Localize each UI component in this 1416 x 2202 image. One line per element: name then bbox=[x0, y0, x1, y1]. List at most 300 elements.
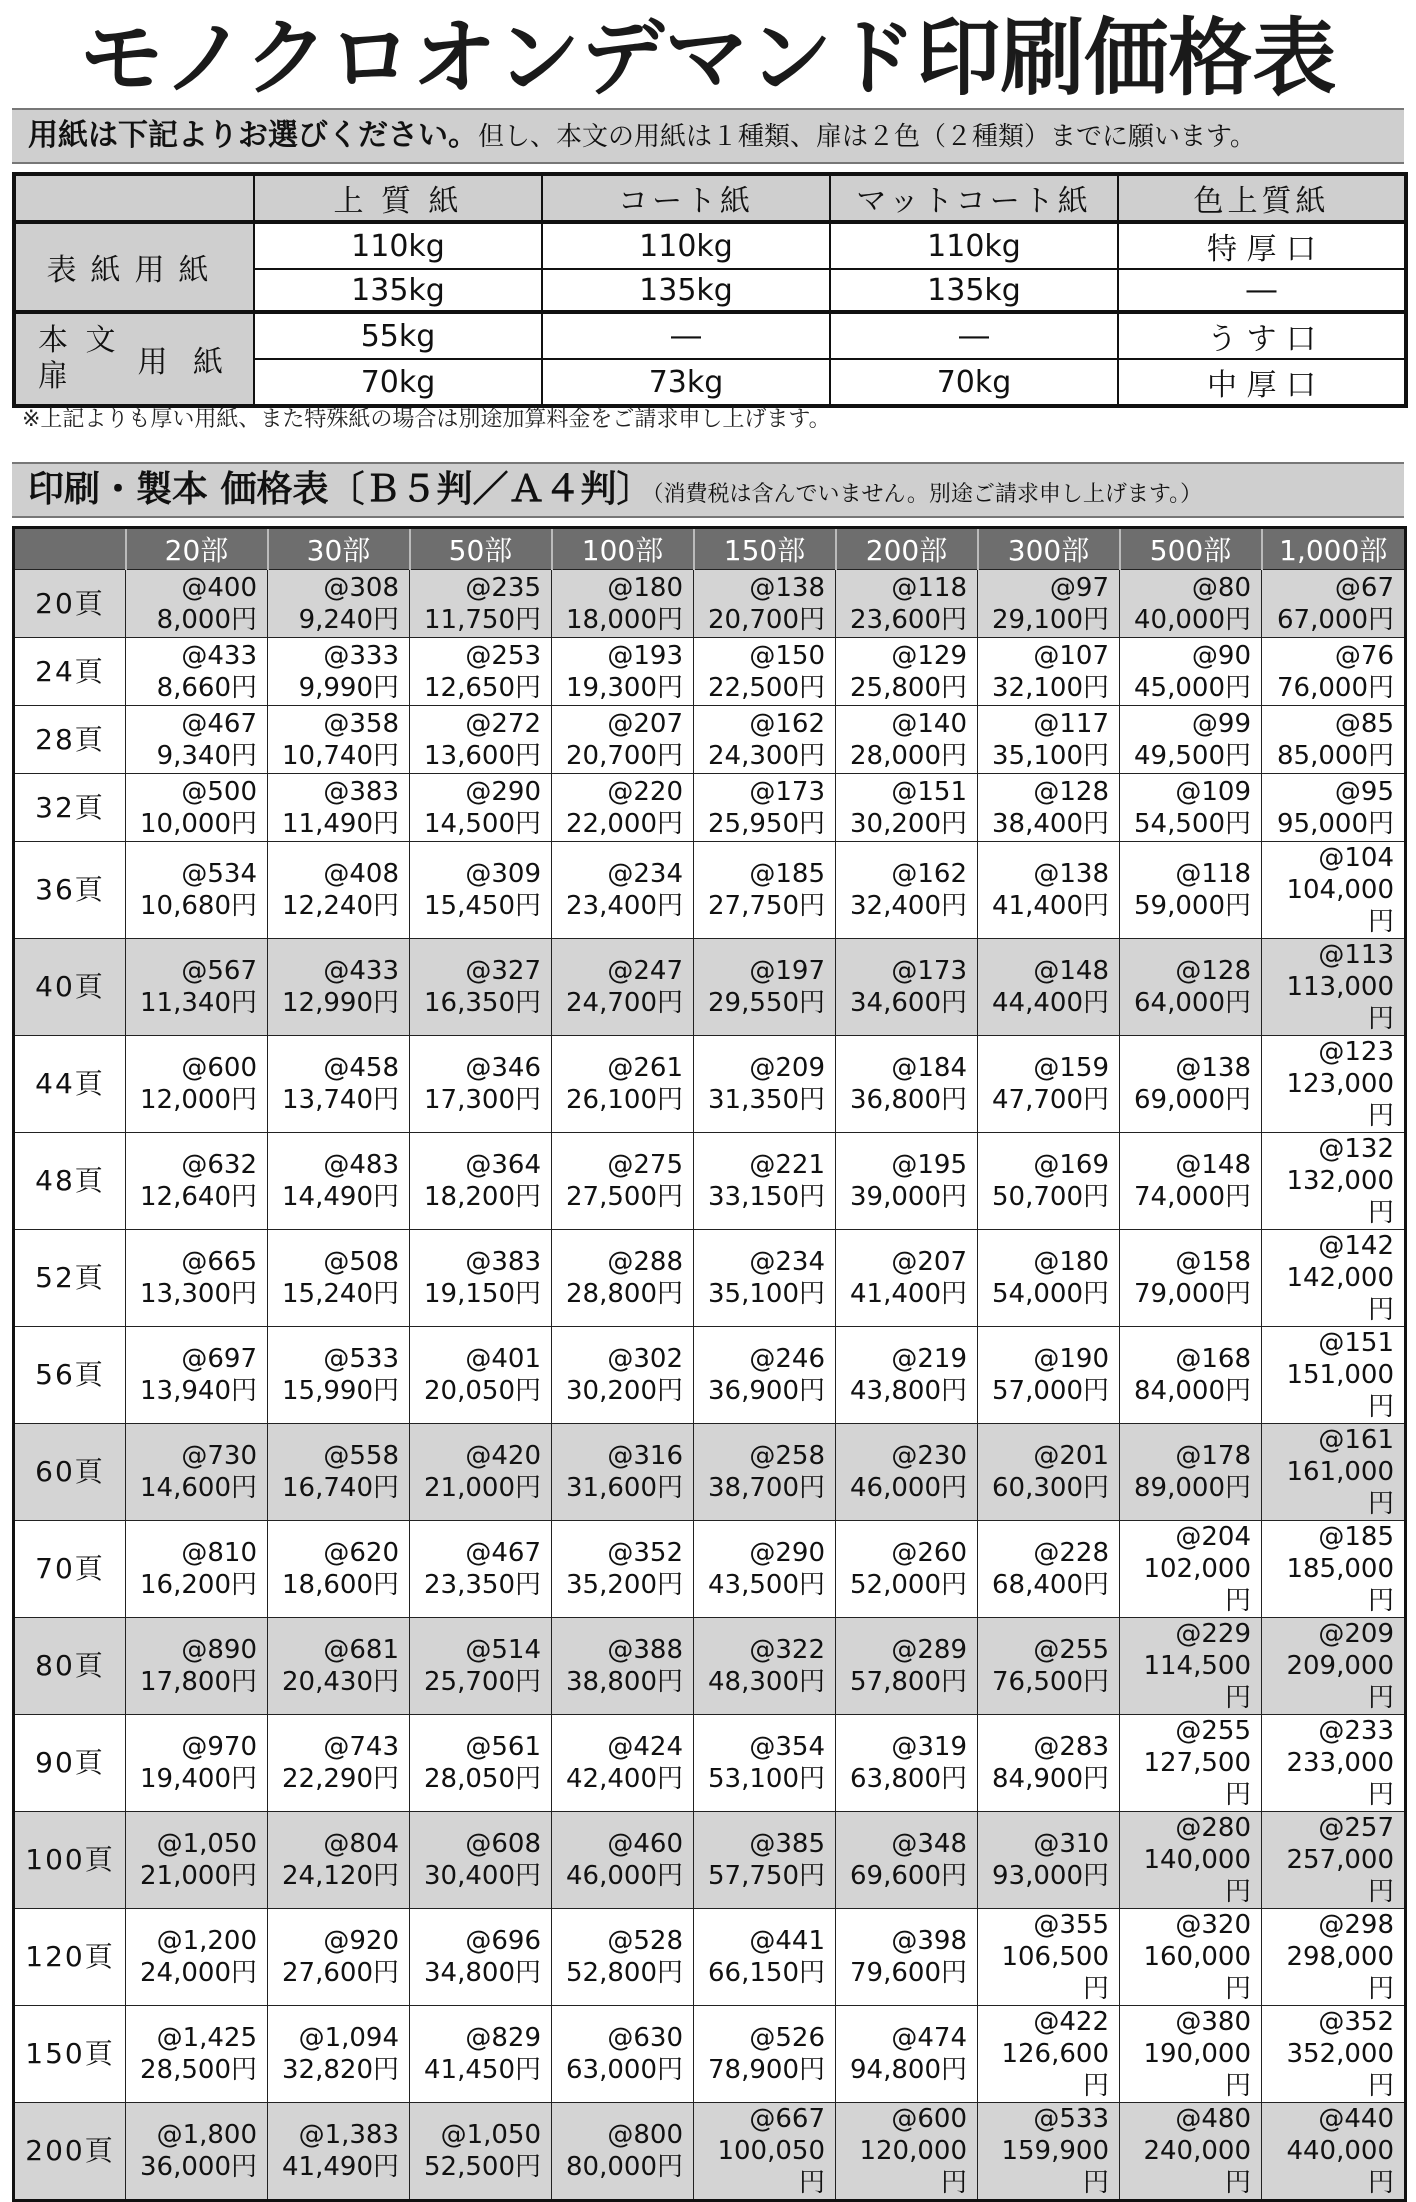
unit-price: @383 bbox=[323, 776, 399, 807]
price-cell bbox=[694, 1036, 836, 1133]
total-price: 80,000円 bbox=[566, 2152, 683, 2182]
paper-cell: 110kg bbox=[254, 222, 542, 269]
body-label-honbun: 本 文 bbox=[37, 323, 120, 358]
price-cell bbox=[268, 570, 410, 638]
price-cell bbox=[836, 706, 978, 774]
unit-price: @283 bbox=[1033, 1732, 1109, 1762]
price-cell bbox=[126, 1133, 268, 1230]
total-price: 67,000円 bbox=[1277, 604, 1394, 635]
unit-price: @275 bbox=[607, 1150, 683, 1180]
unit-price: @90 bbox=[1191, 640, 1251, 671]
unit-price: @173 bbox=[891, 956, 967, 986]
price-cell bbox=[268, 1424, 410, 1521]
total-price: 39,000円 bbox=[850, 1182, 967, 1212]
unit-price: @97 bbox=[1049, 572, 1109, 603]
unit-price: @460 bbox=[607, 1829, 683, 1859]
unit-price: @600 bbox=[181, 1053, 257, 1083]
total-price: 27,500円 bbox=[566, 1182, 683, 1212]
total-price: 23,600円 bbox=[850, 604, 967, 635]
paper-cell: ― bbox=[830, 312, 1118, 359]
unit-price: @148 bbox=[1175, 1150, 1251, 1180]
price-cell bbox=[978, 638, 1120, 706]
total-price: 52,500円 bbox=[424, 2152, 541, 2182]
total-price: 43,500円 bbox=[708, 1570, 825, 1600]
price-cell bbox=[552, 1521, 694, 1618]
price-cell bbox=[410, 2006, 552, 2103]
total-price: 42,400円 bbox=[566, 1764, 683, 1794]
unit-price: @95 bbox=[1334, 776, 1394, 807]
price-cell bbox=[694, 939, 836, 1036]
total-price: 44,400円 bbox=[992, 988, 1109, 1018]
unit-price: @168 bbox=[1175, 1344, 1251, 1374]
total-price: 12,650円 bbox=[424, 672, 541, 703]
unit-price: @630 bbox=[607, 2023, 683, 2053]
unit-price: @255 bbox=[1175, 1716, 1251, 1746]
unit-price: @310 bbox=[1033, 1829, 1109, 1859]
total-price: 36,900円 bbox=[708, 1376, 825, 1406]
total-price: 35,200円 bbox=[566, 1570, 683, 1600]
total-price: 10,740円 bbox=[282, 740, 399, 771]
page-count-label: 70頁 bbox=[14, 1521, 126, 1618]
unit-price: @190 bbox=[1033, 1344, 1109, 1374]
unit-price: @290 bbox=[749, 1538, 825, 1568]
unit-price: @970 bbox=[181, 1732, 257, 1762]
price-cell bbox=[694, 1424, 836, 1521]
price-cell bbox=[1262, 706, 1406, 774]
total-price: 30,200円 bbox=[850, 808, 967, 839]
unit-price: @159 bbox=[1033, 1053, 1109, 1083]
total-price: 35,100円 bbox=[708, 1279, 825, 1309]
total-price: 22,000円 bbox=[566, 808, 683, 839]
paper-banner-rest: 但し、本文の用紙は１種類、扉は２色（２種類）までに願います。 bbox=[478, 122, 1256, 152]
table-row bbox=[14, 1909, 1406, 2006]
unit-price: @352 bbox=[607, 1538, 683, 1568]
price-cell bbox=[268, 638, 410, 706]
price-cell bbox=[268, 1327, 410, 1424]
price-cell bbox=[978, 1909, 1120, 2006]
price-cell bbox=[836, 1424, 978, 1521]
unit-price: @480 bbox=[1175, 2104, 1251, 2134]
total-price: 14,500円 bbox=[424, 808, 541, 839]
price-table-body bbox=[14, 570, 1406, 2201]
price-cell bbox=[552, 1424, 694, 1521]
price-cell bbox=[410, 1521, 552, 1618]
total-price: 69,600円 bbox=[850, 1861, 967, 1891]
unit-price: @500 bbox=[181, 776, 257, 807]
price-cell bbox=[978, 1715, 1120, 1812]
total-price: 85,000円 bbox=[1277, 740, 1394, 771]
paper-cell: 70kg bbox=[254, 359, 542, 406]
unit-price: @667 bbox=[749, 2104, 825, 2134]
unit-price: @142 bbox=[1318, 1231, 1394, 1261]
unit-price: @117 bbox=[1033, 708, 1109, 739]
price-cell bbox=[126, 1230, 268, 1327]
price-cell bbox=[126, 570, 268, 638]
unit-price: @234 bbox=[607, 859, 683, 889]
copies-header: 20部 bbox=[126, 528, 268, 570]
price-cell bbox=[836, 939, 978, 1036]
price-cell bbox=[552, 1327, 694, 1424]
price-cell bbox=[836, 1618, 978, 1715]
total-price: 114,500円 bbox=[1143, 1651, 1251, 1713]
table-row bbox=[14, 1424, 1406, 1521]
total-price: 9,340円 bbox=[156, 740, 257, 771]
unit-price: @800 bbox=[607, 2120, 683, 2150]
price-cell bbox=[836, 1812, 978, 1909]
total-price: 100,050円 bbox=[717, 2136, 825, 2198]
total-price: 29,100円 bbox=[992, 604, 1109, 635]
unit-price: @253 bbox=[465, 640, 541, 671]
total-price: 14,490円 bbox=[282, 1182, 399, 1212]
price-cell bbox=[552, 1909, 694, 2006]
total-price: 45,000円 bbox=[1134, 672, 1251, 703]
price-cell bbox=[1120, 774, 1262, 842]
price-cell bbox=[694, 1133, 836, 1230]
unit-price: @107 bbox=[1033, 640, 1109, 671]
total-price: 84,900円 bbox=[992, 1764, 1109, 1794]
unit-price: @169 bbox=[1033, 1150, 1109, 1180]
price-cell bbox=[978, 1521, 1120, 1618]
total-price: 19,300円 bbox=[566, 672, 683, 703]
unit-price: @290 bbox=[465, 776, 541, 807]
unit-price: @132 bbox=[1318, 1134, 1394, 1164]
total-price: 60,300円 bbox=[992, 1473, 1109, 1503]
price-cell bbox=[836, 842, 978, 939]
unit-price: @123 bbox=[1318, 1037, 1394, 1067]
price-table bbox=[12, 526, 1407, 2202]
unit-price: @1,050 bbox=[156, 1829, 257, 1859]
table-row bbox=[14, 638, 1406, 706]
price-cell bbox=[126, 1715, 268, 1812]
price-cell bbox=[836, 1715, 978, 1812]
body-label-tobira: 扉 bbox=[37, 359, 72, 394]
price-cell bbox=[978, 706, 1120, 774]
unit-price: @440 bbox=[1318, 2104, 1394, 2134]
price-cell bbox=[1120, 1036, 1262, 1133]
unit-price: @401 bbox=[465, 1344, 541, 1374]
price-cell bbox=[268, 1036, 410, 1133]
unit-price: @1,200 bbox=[156, 1926, 257, 1956]
page-count-label: 24頁 bbox=[14, 638, 126, 706]
unit-price: @730 bbox=[181, 1441, 257, 1471]
total-price: 57,000円 bbox=[992, 1376, 1109, 1406]
total-price: 28,050円 bbox=[424, 1764, 541, 1794]
total-price: 46,000円 bbox=[850, 1473, 967, 1503]
unit-price: @230 bbox=[891, 1441, 967, 1471]
cover-paper-label: 表紙用紙 bbox=[14, 222, 254, 312]
unit-price: @422 bbox=[1033, 2007, 1109, 2037]
unit-price: @233 bbox=[1318, 1716, 1394, 1746]
price-cell bbox=[268, 774, 410, 842]
unit-price: @743 bbox=[323, 1732, 399, 1762]
page-count-label: 52頁 bbox=[14, 1230, 126, 1327]
price-cell bbox=[126, 2103, 268, 2201]
price-cell bbox=[410, 842, 552, 939]
price-cell bbox=[552, 1618, 694, 1715]
price-cell bbox=[1262, 1715, 1406, 1812]
unit-price: @533 bbox=[323, 1344, 399, 1374]
total-price: 11,340円 bbox=[140, 988, 257, 1018]
table-row bbox=[14, 939, 1406, 1036]
unit-price: @364 bbox=[465, 1150, 541, 1180]
price-header-row bbox=[14, 528, 1406, 570]
total-price: 140,000円 bbox=[1143, 1845, 1251, 1907]
price-cell bbox=[1120, 939, 1262, 1036]
total-price: 38,800円 bbox=[566, 1667, 683, 1697]
price-cell bbox=[1120, 1424, 1262, 1521]
unit-price: @346 bbox=[465, 1053, 541, 1083]
unit-price: @138 bbox=[1033, 859, 1109, 889]
unit-price: @388 bbox=[607, 1635, 683, 1665]
price-cell bbox=[268, 939, 410, 1036]
price-cell bbox=[694, 1909, 836, 2006]
paper-cell: 73kg bbox=[542, 359, 830, 406]
unit-price: @138 bbox=[1175, 1053, 1251, 1083]
unit-price: @608 bbox=[465, 1829, 541, 1859]
total-price: 10,680円 bbox=[140, 891, 257, 921]
price-cell bbox=[694, 570, 836, 638]
unit-price: @458 bbox=[323, 1053, 399, 1083]
unit-price: @76 bbox=[1334, 640, 1394, 671]
price-cell bbox=[552, 1715, 694, 1812]
table-row bbox=[14, 570, 1406, 638]
unit-price: @207 bbox=[607, 708, 683, 739]
total-price: 12,000円 bbox=[140, 1085, 257, 1115]
price-cell bbox=[978, 1230, 1120, 1327]
unit-price: @161 bbox=[1318, 1425, 1394, 1455]
total-price: 33,150円 bbox=[708, 1182, 825, 1212]
table-row bbox=[14, 1618, 1406, 1715]
total-price: 46,000円 bbox=[566, 1861, 683, 1891]
price-cell bbox=[1262, 774, 1406, 842]
copies-header: 300部 bbox=[978, 528, 1120, 570]
unit-price: @424 bbox=[607, 1732, 683, 1762]
price-cell bbox=[268, 1909, 410, 2006]
total-price: 8,000円 bbox=[156, 604, 257, 635]
price-cell bbox=[268, 1521, 410, 1618]
unit-price: @320 bbox=[1175, 1910, 1251, 1940]
unit-price: @151 bbox=[891, 776, 967, 807]
price-cell bbox=[1262, 638, 1406, 706]
price-cell bbox=[694, 638, 836, 706]
price-cell bbox=[126, 1327, 268, 1424]
price-cell bbox=[410, 1909, 552, 2006]
unit-price: @272 bbox=[465, 708, 541, 739]
total-price: 74,000円 bbox=[1134, 1182, 1251, 1212]
total-price: 440,000円 bbox=[1286, 2136, 1394, 2198]
copies-header: 50部 bbox=[410, 528, 552, 570]
total-price: 25,800円 bbox=[850, 672, 967, 703]
table-row bbox=[14, 1521, 1406, 1618]
total-price: 104,000円 bbox=[1286, 875, 1394, 937]
price-cell bbox=[694, 1327, 836, 1424]
paper-cell: ― bbox=[542, 312, 830, 359]
unit-price: @348 bbox=[891, 1829, 967, 1859]
price-banner bbox=[12, 462, 1404, 518]
price-cell bbox=[978, 570, 1120, 638]
total-price: 31,600円 bbox=[566, 1473, 683, 1503]
price-cell bbox=[410, 939, 552, 1036]
unit-price: @104 bbox=[1318, 843, 1394, 873]
unit-price: @1,800 bbox=[156, 2120, 257, 2150]
price-cell bbox=[694, 842, 836, 939]
total-price: 12,240円 bbox=[282, 891, 399, 921]
paper-col-header: マットコート紙 bbox=[830, 174, 1118, 222]
paper-col-header: 上 質 紙 bbox=[254, 174, 542, 222]
total-price: 29,550円 bbox=[708, 988, 825, 1018]
body-label-yoshi: 用 紙 bbox=[137, 345, 232, 380]
price-cell bbox=[126, 1521, 268, 1618]
total-price: 89,000円 bbox=[1134, 1473, 1251, 1503]
total-price: 93,000円 bbox=[992, 1861, 1109, 1891]
price-cell bbox=[268, 1618, 410, 1715]
total-price: 36,000円 bbox=[140, 2152, 257, 2182]
total-price: 161,000円 bbox=[1286, 1457, 1394, 1519]
unit-price: @1,050 bbox=[440, 2120, 541, 2150]
page-title: モノクロオンデマンド印刷価格表 bbox=[79, 9, 1337, 107]
total-price: 57,750円 bbox=[708, 1861, 825, 1891]
total-price: 113,000円 bbox=[1286, 972, 1394, 1034]
unit-price: @261 bbox=[607, 1053, 683, 1083]
unit-price: @420 bbox=[465, 1441, 541, 1471]
table-row bbox=[14, 1715, 1406, 1812]
total-price: 19,400円 bbox=[140, 1764, 257, 1794]
unit-price: @162 bbox=[749, 708, 825, 739]
price-cell bbox=[1262, 2103, 1406, 2201]
total-price: 21,000円 bbox=[424, 1473, 541, 1503]
unit-price: @665 bbox=[181, 1247, 257, 1277]
unit-price: @178 bbox=[1175, 1441, 1251, 1471]
price-cell bbox=[978, 1618, 1120, 1715]
unit-price: @358 bbox=[323, 708, 399, 739]
total-price: 9,240円 bbox=[298, 604, 399, 635]
price-cell bbox=[410, 1230, 552, 1327]
total-price: 240,000円 bbox=[1143, 2136, 1251, 2198]
paper-cell: ― bbox=[1118, 269, 1406, 312]
copies-header: 30部 bbox=[268, 528, 410, 570]
unit-price: @219 bbox=[891, 1344, 967, 1374]
unit-price: @681 bbox=[323, 1635, 399, 1665]
total-price: 68,400円 bbox=[992, 1570, 1109, 1600]
copies-header: 1,000部 bbox=[1262, 528, 1406, 570]
unit-price: @140 bbox=[891, 708, 967, 739]
price-cell bbox=[268, 1812, 410, 1909]
unit-price: @467 bbox=[465, 1538, 541, 1568]
unit-price: @316 bbox=[607, 1441, 683, 1471]
price-cell bbox=[836, 1230, 978, 1327]
price-cell bbox=[978, 1812, 1120, 1909]
unit-price: @204 bbox=[1175, 1522, 1251, 1552]
unit-price: @483 bbox=[323, 1150, 399, 1180]
unit-price: @441 bbox=[749, 1926, 825, 1956]
price-cell bbox=[552, 842, 694, 939]
paper-table bbox=[12, 172, 1408, 408]
price-cell bbox=[1120, 1812, 1262, 1909]
total-price: 38,700円 bbox=[708, 1473, 825, 1503]
total-price: 24,120円 bbox=[282, 1861, 399, 1891]
unit-price: @80 bbox=[1191, 572, 1251, 603]
total-price: 123,000円 bbox=[1286, 1069, 1394, 1131]
unit-price: @385 bbox=[749, 1829, 825, 1859]
total-price: 52,800円 bbox=[566, 1958, 683, 1988]
price-cell bbox=[1120, 2103, 1262, 2201]
price-cell bbox=[1120, 1715, 1262, 1812]
total-price: 13,300円 bbox=[140, 1279, 257, 1309]
price-cell bbox=[126, 1618, 268, 1715]
price-cell bbox=[126, 1812, 268, 1909]
price-cell bbox=[126, 939, 268, 1036]
unit-price: @185 bbox=[749, 859, 825, 889]
total-price: 20,430円 bbox=[282, 1667, 399, 1697]
price-cell bbox=[1262, 842, 1406, 939]
unit-price: @567 bbox=[181, 956, 257, 986]
unit-price: @327 bbox=[465, 956, 541, 986]
unit-price: @632 bbox=[181, 1150, 257, 1180]
table-row bbox=[14, 1812, 1406, 1909]
total-price: 43,800円 bbox=[850, 1376, 967, 1406]
total-price: 36,800円 bbox=[850, 1085, 967, 1115]
unit-price: @696 bbox=[465, 1926, 541, 1956]
unit-price: @138 bbox=[749, 572, 825, 603]
price-cell bbox=[552, 1230, 694, 1327]
price-cell bbox=[126, 842, 268, 939]
body-paper-label bbox=[14, 312, 254, 406]
unit-price: @85 bbox=[1334, 708, 1394, 739]
unit-price: @308 bbox=[323, 572, 399, 603]
paper-cell: 110kg bbox=[830, 222, 1118, 269]
total-price: 20,700円 bbox=[708, 604, 825, 635]
price-cell bbox=[410, 1618, 552, 1715]
unit-price: @99 bbox=[1191, 708, 1251, 739]
price-cell bbox=[1262, 1036, 1406, 1133]
page-count-label: 56頁 bbox=[14, 1327, 126, 1424]
unit-price: @600 bbox=[891, 2104, 967, 2134]
price-cell bbox=[1262, 1133, 1406, 1230]
price-cell bbox=[978, 1133, 1120, 1230]
table-row bbox=[14, 1327, 1406, 1424]
total-price: 14,600円 bbox=[140, 1473, 257, 1503]
unit-price: @246 bbox=[749, 1344, 825, 1374]
unit-price: @118 bbox=[1175, 859, 1251, 889]
total-price: 11,490円 bbox=[282, 808, 399, 839]
price-cell bbox=[1120, 638, 1262, 706]
price-cell bbox=[126, 706, 268, 774]
unit-price: @561 bbox=[465, 1732, 541, 1762]
paper-cell: う す 口 bbox=[1118, 312, 1406, 359]
total-price: 132,000円 bbox=[1286, 1166, 1394, 1228]
unit-price: @322 bbox=[749, 1635, 825, 1665]
unit-price: @558 bbox=[323, 1441, 399, 1471]
total-price: 32,100円 bbox=[992, 672, 1109, 703]
total-price: 38,400円 bbox=[992, 808, 1109, 839]
total-price: 142,000円 bbox=[1286, 1263, 1394, 1325]
unit-price: @289 bbox=[891, 1635, 967, 1665]
unit-price: @508 bbox=[323, 1247, 399, 1277]
price-cell bbox=[126, 1036, 268, 1133]
copies-header: 100部 bbox=[552, 528, 694, 570]
unit-price: @148 bbox=[1033, 956, 1109, 986]
unit-price: @113 bbox=[1318, 940, 1394, 970]
page-count-label: 150頁 bbox=[14, 2006, 126, 2103]
unit-price: @804 bbox=[323, 1829, 399, 1859]
price-cell bbox=[1120, 1909, 1262, 2006]
total-price: 10,000円 bbox=[140, 808, 257, 839]
copies-header: 150部 bbox=[694, 528, 836, 570]
total-price: 30,200円 bbox=[566, 1376, 683, 1406]
total-price: 59,000円 bbox=[1134, 891, 1251, 921]
total-price: 8,660円 bbox=[156, 672, 257, 703]
unit-price: @380 bbox=[1175, 2007, 1251, 2037]
